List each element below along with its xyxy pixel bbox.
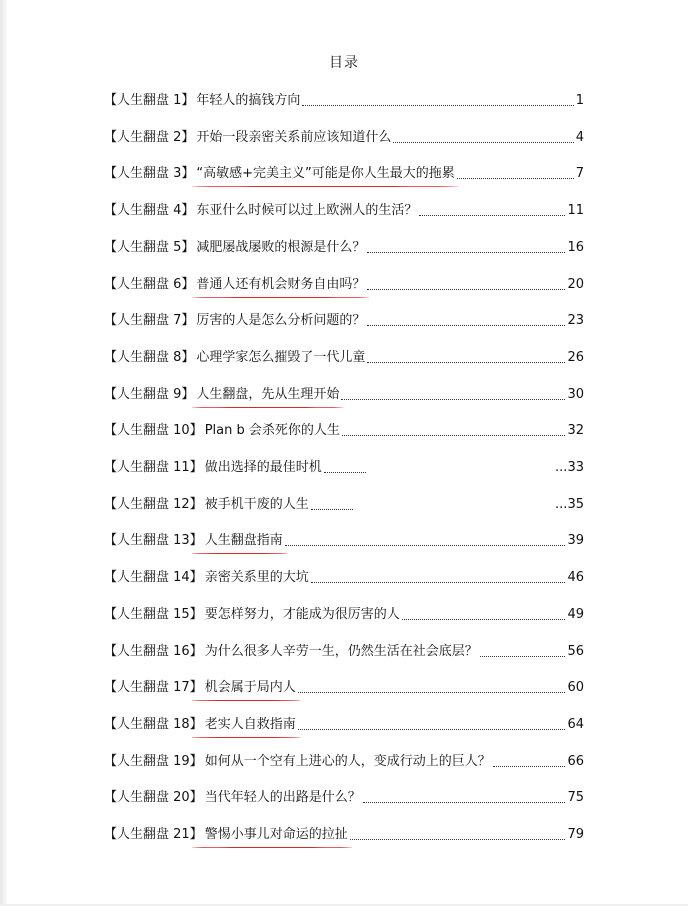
toc-dot-leader	[363, 802, 566, 803]
toc-chapter-label: 【人生翻盘 15】	[104, 606, 203, 622]
toc-page-number: 46	[567, 570, 584, 586]
toc-entry[interactable]	[104, 786, 584, 806]
toc-entry-title: 要怎样努力，才能成为很厉害的人	[204, 606, 400, 622]
toc-entry[interactable]	[104, 273, 584, 293]
toc-chapter-label: 【人生翻盘 19】	[104, 753, 203, 769]
toc-entry-title: 开始一段亲密关系前应该知道什么	[196, 129, 392, 145]
toc-entry-title: 人生翻盘，先从生理开始	[196, 386, 340, 402]
toc-entry-title: 东亚什么时候可以过上欧洲人的生活？	[196, 203, 418, 219]
toc-entry[interactable]	[104, 750, 584, 770]
toc-chapter-label: 【人生翻盘 21】	[104, 827, 203, 842]
toc-entry-title: “高敏感+完美主义”可能是你人生最大的拖累	[196, 166, 455, 182]
toc-entry[interactable]	[104, 419, 584, 439]
toc-entry[interactable]	[104, 383, 584, 403]
toc-dot-leader	[324, 472, 366, 473]
red-hand-underline	[192, 297, 369, 298]
toc-chapter-label: 【人生翻盘 8】	[104, 349, 195, 365]
toc-page-number: 49	[567, 606, 584, 622]
toc-chapter-label: 【人生翻盘 16】	[104, 643, 203, 659]
toc-chapter-label: 【人生翻盘 20】	[104, 790, 203, 806]
toc-dot-leader	[298, 692, 566, 693]
toc-entry[interactable]	[104, 640, 584, 660]
page-title: 目录	[329, 55, 359, 71]
toc-entry-title: 心理学家怎么摧毁了一代儿童	[196, 349, 366, 365]
toc-chapter-label: 【人生翻盘 6】	[104, 276, 195, 292]
toc-chapter-label: 【人生翻盘 4】	[104, 203, 195, 219]
toc-dot-leader	[285, 545, 566, 546]
toc-page-number: ...35	[555, 496, 584, 512]
toc-dot-leader	[367, 325, 565, 326]
toc-dot-leader	[302, 105, 573, 106]
toc-chapter-label: 【人生翻盘 14】	[104, 570, 203, 586]
toc-page-number: 60	[567, 680, 584, 696]
toc-chapter-label: 【人生翻盘 12】	[104, 496, 203, 512]
toc-page-number: ...33	[555, 460, 584, 475]
toc-dot-leader	[419, 215, 565, 216]
toc-chapter-label: 【人生翻盘 11】	[104, 460, 203, 475]
toc-entry-title: 减肥屡战屡败的根源是什么？	[196, 239, 366, 255]
toc-chapter-label: 【人生翻盘 13】	[104, 533, 203, 549]
toc-entry-title: 如何从一个空有上进心的人，变成行动上的巨人？	[204, 753, 491, 769]
toc-chapter-label: 【人生翻盘 7】	[104, 313, 195, 329]
toc-entry-title: 被手机干废的人生	[204, 496, 309, 512]
toc-dot-leader	[402, 619, 566, 620]
toc-entry-title: Plan b 会杀死你的人生	[204, 423, 340, 439]
toc-dot-leader	[480, 656, 566, 657]
toc-page-number: 66	[567, 753, 584, 769]
toc-chapter-label: 【人生翻盘 10】	[104, 423, 203, 439]
toc-page-number: 75	[567, 790, 584, 806]
toc-chapter-label: 【人生翻盘 17】	[104, 680, 203, 696]
toc-entry-title: 年轻人的搞钱方向	[196, 93, 301, 108]
toc-dot-leader	[298, 729, 566, 730]
toc-page-number: 64	[567, 716, 584, 732]
toc-page-number: 56	[567, 643, 584, 659]
toc-entry[interactable]	[104, 346, 584, 366]
toc-chapter-label: 【人生翻盘 1】	[104, 93, 195, 108]
toc-entry[interactable]	[104, 162, 584, 182]
toc-chapter-label: 【人生翻盘 18】	[104, 716, 203, 732]
toc-entry[interactable]	[104, 199, 584, 219]
red-hand-underline	[192, 700, 300, 701]
toc-entry-title: 厉害的人是怎么分析问题的？	[196, 313, 366, 329]
toc-dot-leader	[393, 142, 573, 143]
toc-dot-leader	[341, 399, 565, 400]
toc-dot-leader	[457, 178, 574, 179]
toc-entry-title: 当代年轻人的出路是什么？	[204, 790, 361, 806]
toc-entry[interactable]	[104, 493, 584, 513]
red-hand-underline	[192, 847, 352, 848]
toc-page-number: 30	[567, 386, 584, 402]
toc-entry[interactable]	[104, 456, 584, 476]
toc-dot-leader	[367, 289, 565, 290]
toc-dot-leader	[493, 766, 566, 767]
toc-entry[interactable]	[104, 529, 584, 549]
toc-page-number: 23	[567, 313, 584, 329]
red-hand-underline	[192, 737, 300, 738]
toc-entry[interactable]	[104, 309, 584, 329]
toc-entry-title: 老实人自救指南	[204, 716, 296, 732]
toc-dot-leader	[311, 509, 353, 510]
toc-page-number: 4	[575, 129, 584, 145]
toc-entry[interactable]	[104, 89, 584, 109]
toc-page-number: 11	[567, 203, 584, 219]
toc-page-number: 20	[567, 276, 584, 292]
toc-dot-leader	[350, 839, 566, 840]
toc-page-number: 16	[567, 239, 584, 255]
toc-entry-title: 人生翻盘指南	[204, 533, 283, 549]
toc-dot-leader	[311, 582, 566, 583]
toc-page-number: 32	[567, 423, 584, 439]
toc-page-number: 1	[575, 93, 584, 108]
toc-dot-leader	[367, 362, 565, 363]
page-edge-shadow	[0, 0, 7, 906]
toc-entry[interactable]	[104, 236, 584, 256]
toc-dot-leader	[342, 435, 566, 436]
toc-entry[interactable]	[104, 566, 584, 586]
toc-page-number: 26	[567, 349, 584, 365]
red-hand-underline	[192, 553, 287, 554]
toc-entry-title: 为什么很多人辛劳一生，仍然生活在社会底层？	[204, 643, 478, 659]
toc-chapter-label: 【人生翻盘 5】	[104, 239, 195, 255]
toc-page-number: 7	[575, 166, 584, 182]
toc-entry[interactable]	[104, 126, 584, 146]
toc-dot-leader	[367, 252, 565, 253]
toc-page-number: 79	[567, 827, 584, 842]
toc-chapter-label: 【人生翻盘 2】	[104, 129, 195, 145]
toc-entry[interactable]	[104, 823, 584, 843]
toc-entry-title: 普通人还有机会财务自由吗？	[196, 276, 366, 292]
toc-chapter-label: 【人生翻盘 3】	[104, 166, 195, 182]
toc-entry-title: 亲密关系里的大坑	[204, 570, 309, 586]
red-hand-underline	[192, 186, 458, 187]
toc-entry-title: 机会属于局内人	[204, 680, 296, 696]
toc-entry[interactable]	[104, 676, 584, 696]
red-hand-underline	[192, 407, 343, 408]
toc-chapter-label: 【人生翻盘 9】	[104, 386, 195, 402]
toc-entry-title: 警惕小事儿对命运的拉扯	[204, 827, 348, 842]
toc-entry-title: 做出选择的最佳时机	[204, 460, 322, 475]
toc-page-number: 39	[567, 533, 584, 549]
toc-entry[interactable]	[104, 603, 584, 623]
toc-entry[interactable]	[104, 713, 584, 733]
